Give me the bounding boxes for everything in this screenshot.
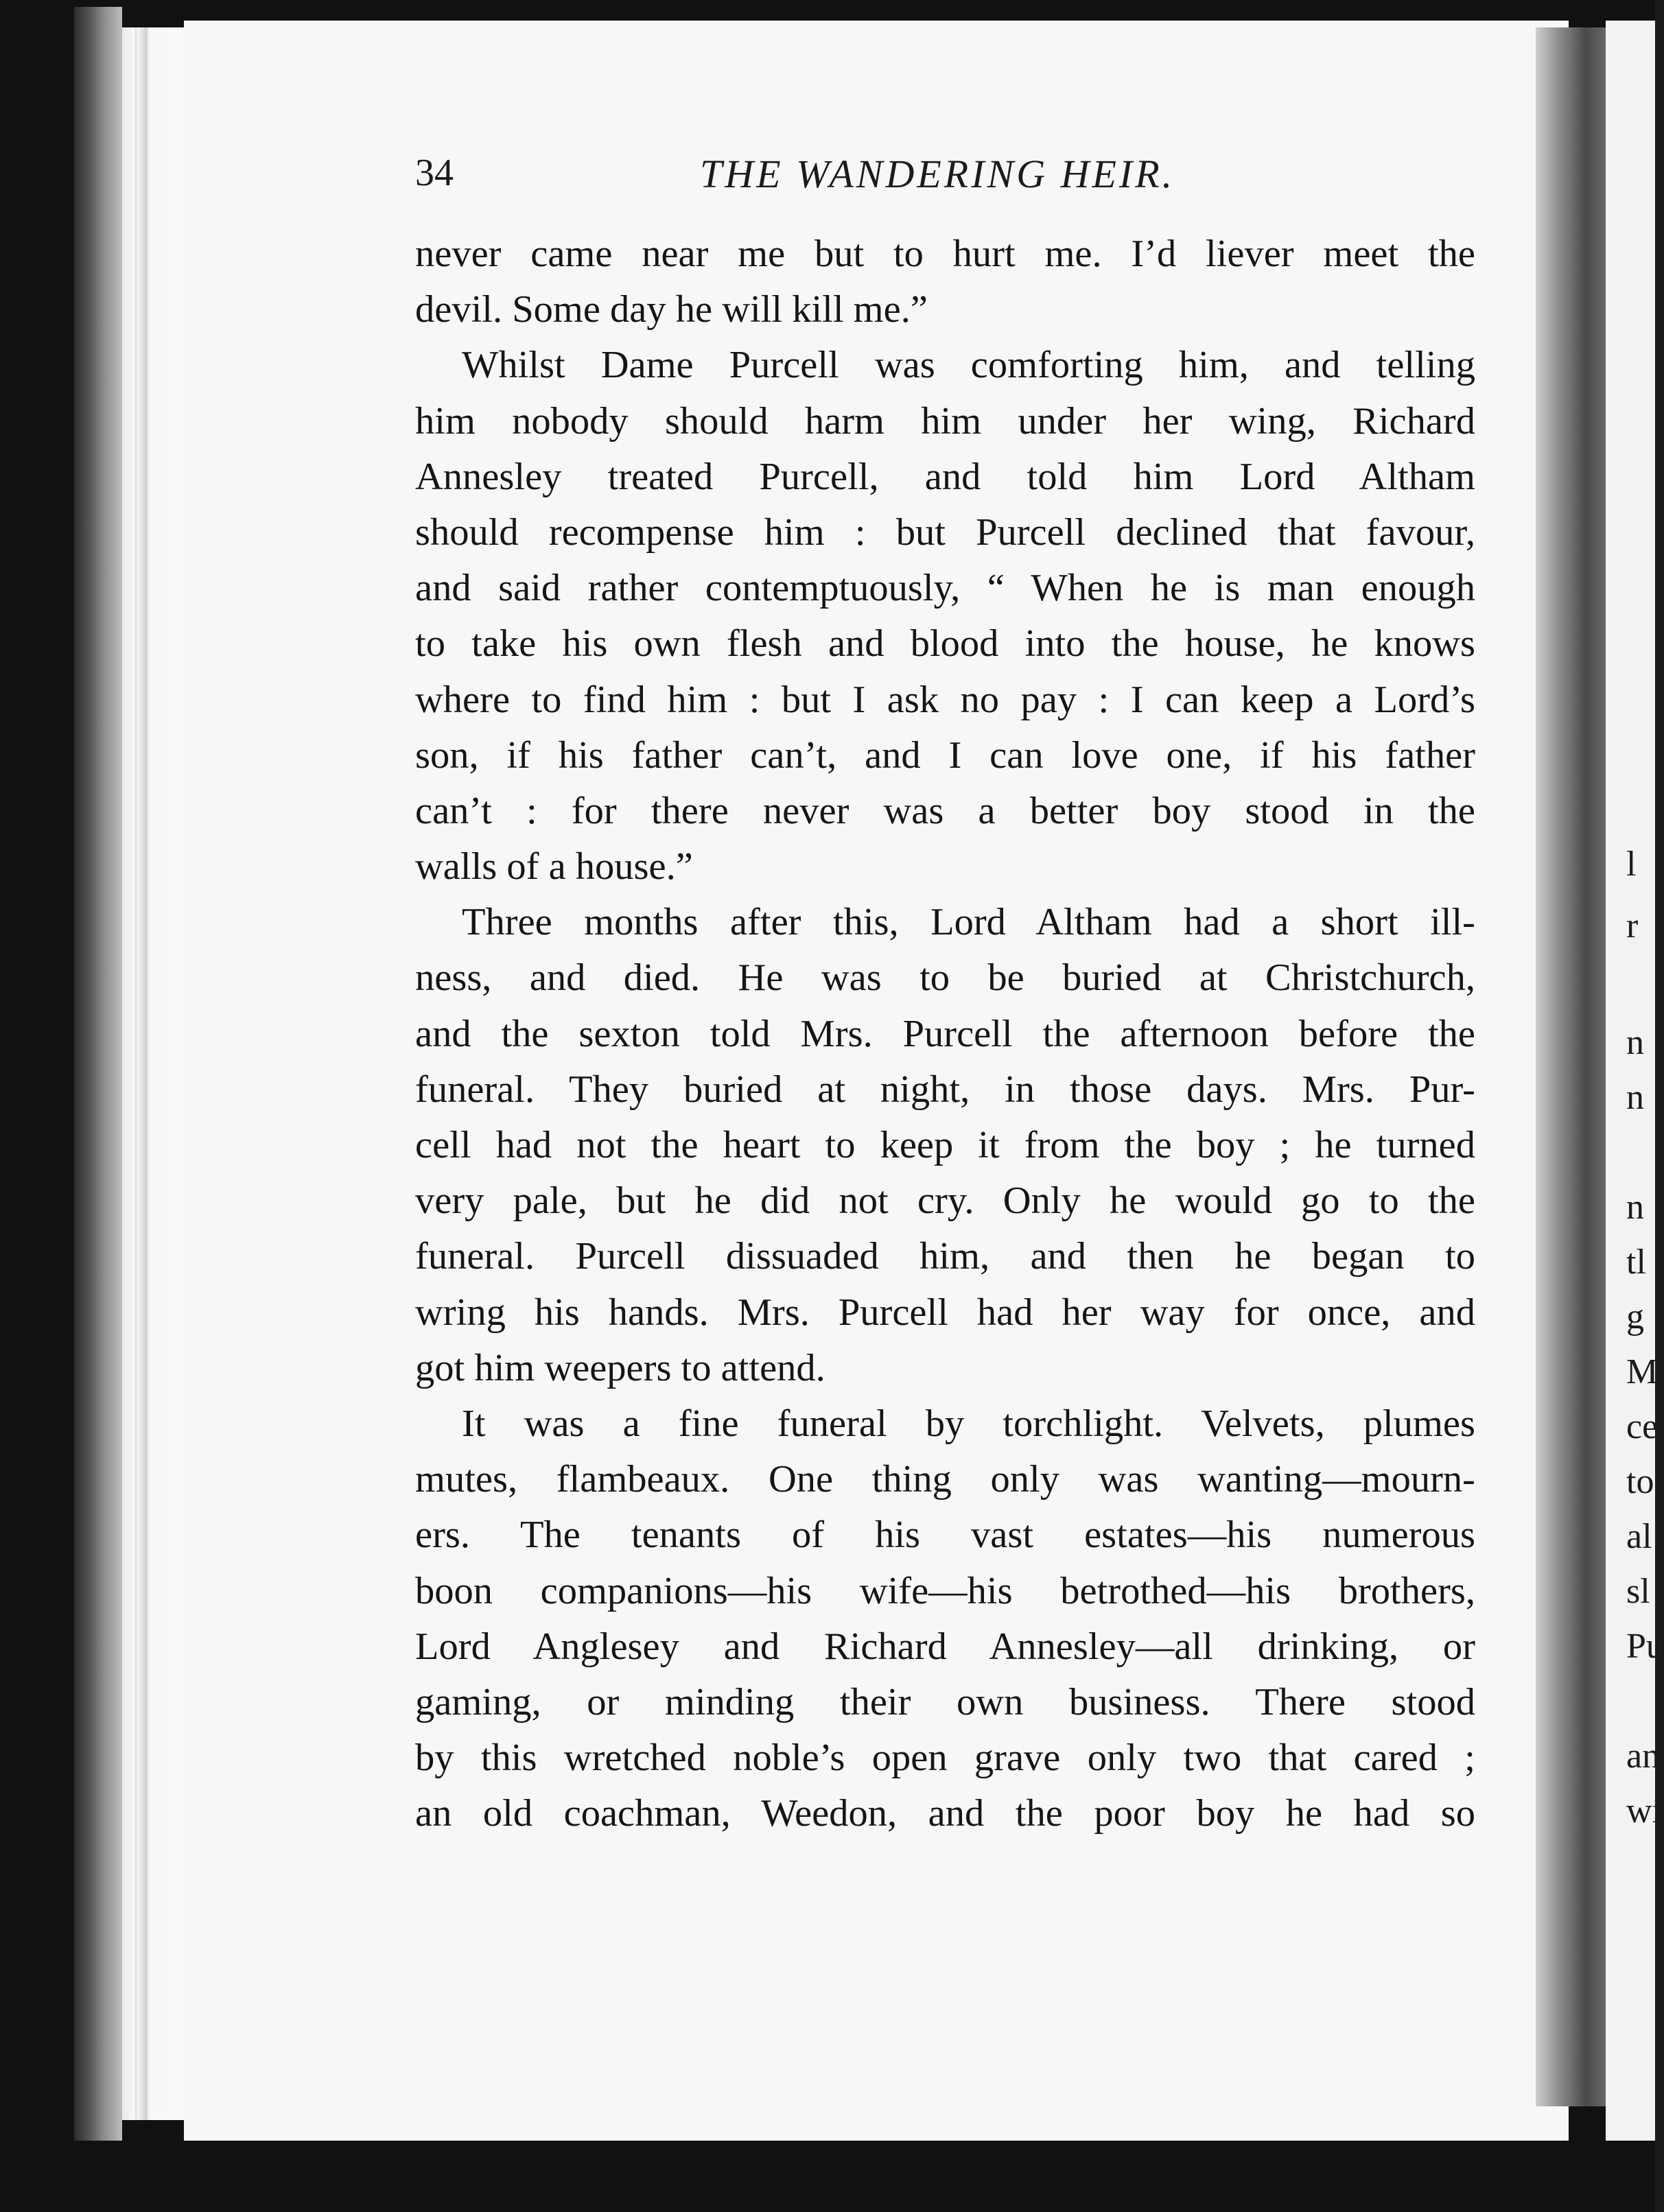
facing-page-fragment: n [1626,1078,1644,1117]
text-line: him nobody should harm him under her wing, Richard [415,399,1475,443]
text-line: walls of a house.” [415,845,693,889]
text-line: Three months after this, Lord Altham had a short ill- [462,901,1475,944]
book-binding-edge [74,7,122,2141]
text-line: Annesley treated Purcell, and told him Lord Altham [415,455,1475,498]
facing-page-fragment: n [1626,1188,1644,1227]
facing-page-fragment: to [1626,1462,1654,1501]
text-line: It was a fine funeral by torchlight. Velvets, plumes [462,1402,1475,1445]
facing-page-fragment: wi [1626,1791,1662,1831]
facing-page-fragment: al [1626,1517,1652,1556]
text-line: son, if his father can’t, and I can love one, if his father [415,733,1475,777]
text-line: an old coachman, Weedon, and the poor boy he had so [415,1792,1475,1835]
text-line: got him weepers to attend. [415,1346,825,1389]
text-line: very pale, but he did not cry. Only he would go to the [415,1179,1475,1223]
text-line: devil. Some day he will kill me.” [415,288,928,331]
text-line: by this wretched noble’s open grave only two that cared ; [415,1737,1475,1780]
text-line: Lord Anglesey and Richard Annesley—all drinking, or [415,1625,1475,1668]
text-line: where to find him : but I ask no pay : I can keep a Lord’s [415,678,1475,721]
facing-page-fragment: sl [1626,1572,1650,1611]
facing-page-fragment: M [1626,1352,1659,1391]
running-title: THE WANDERING HEIR. [700,152,1175,196]
facing-page-fragment: tl [1626,1243,1646,1282]
text-line: and said rather contemptuously, “ When he is man enough [415,567,1475,610]
text-line: wring his hands. Mrs. Purcell had her way for once, and [415,1291,1475,1334]
text-line: can’t : for there never was a better boy stood in the [415,789,1475,832]
facing-page-fragment: r [1626,906,1639,945]
facing-page-fragment: ce [1626,1407,1659,1446]
text-line: gaming, or minding their own business. There stood [415,1680,1475,1723]
text-line: never came near me but to hurt me. I’d liever meet the [415,233,1475,275]
text-line: funeral. They buried at night, in those days. Mrs. Pur- [415,1068,1475,1111]
text-line: funeral. Purcell dissuaded him, and then he began to [415,1235,1475,1278]
text-line: boon companions—his wife—his betrothed—his brothers, [415,1569,1475,1612]
text-line: Whilst Dame Purcell was comforting him, and telling [462,344,1475,387]
body-text [415,226,1475,1842]
running-head [415,151,1475,206]
page-stack-edge [122,27,184,2120]
facing-page-fragment: n [1626,1023,1644,1062]
scan-bottom-edge [0,2141,1655,2212]
page-number: 34 [415,152,454,194]
text-line: to take his own flesh and blood into the house, he knows [415,622,1475,666]
text-line: and the sexton told Mrs. Purcell the afternoon before the [415,1012,1475,1055]
facing-page-fragment: an [1626,1737,1661,1776]
text-line: mutes, flambeaux. One thing only was wanting—mourn- [415,1458,1475,1501]
facing-page-fragment: g [1626,1297,1644,1337]
facing-page-fragment: l [1626,845,1637,884]
text-line: ness, and died. He was to be buried at Christchurch, [415,956,1475,1000]
text-line: should recompense him : but Purcell declined that favour, [415,510,1475,554]
facing-page-fragment: Pu [1626,1627,1664,1666]
text-line: cell had not the heart to keep it from the boy ; he turned [415,1124,1475,1166]
text-line: ers. The tenants of his vast estates—his numerous [415,1514,1475,1557]
